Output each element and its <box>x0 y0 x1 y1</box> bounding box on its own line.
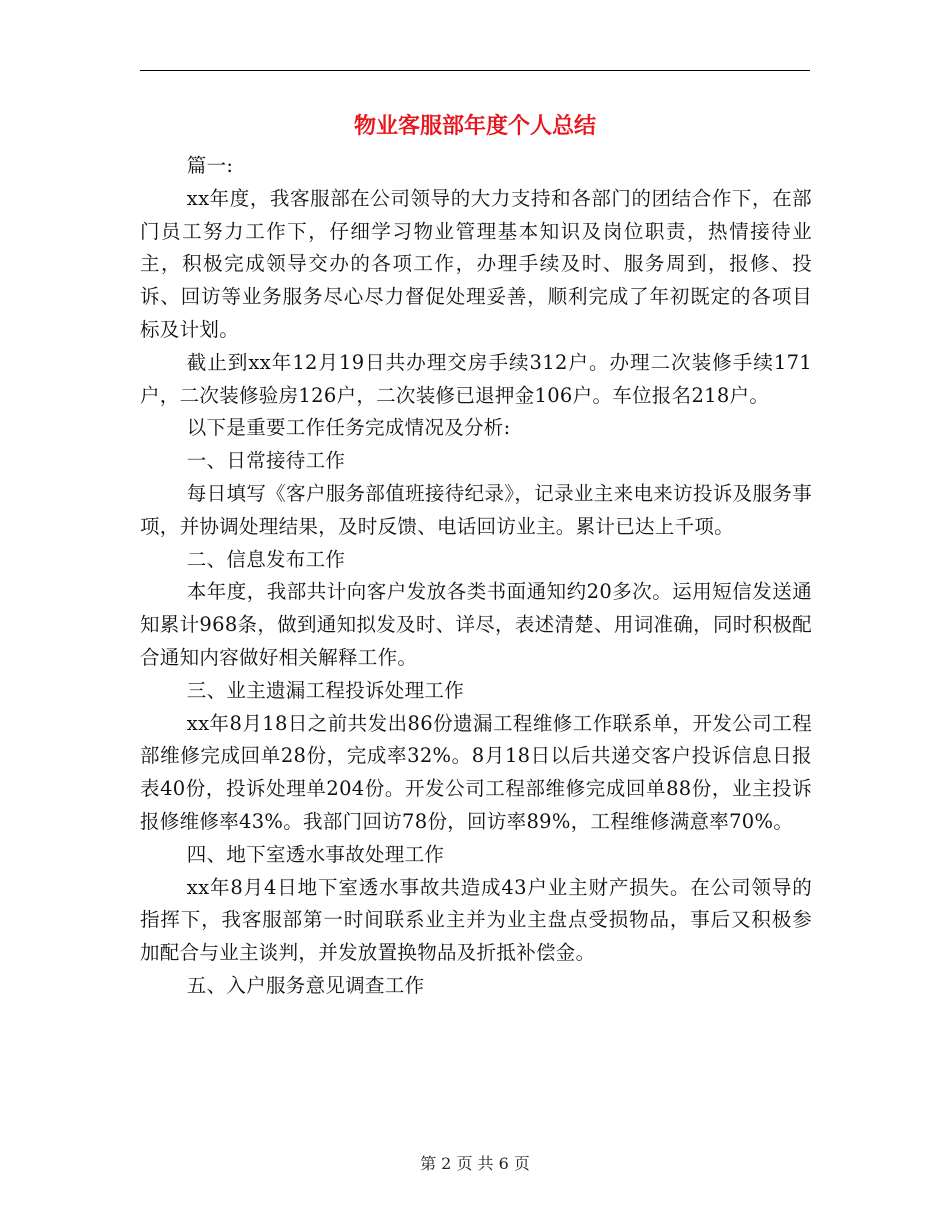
heading-basement-flooding: 四、地下室透水事故处理工作 <box>186 842 445 866</box>
paragraph-intro: xx年度，我客服部在公司领导的大力支持和各部门的团结合作下，在部门员工努力工作下，仔细学习物业管理基本知识及岗位职责，热情接待业主，积极完成领导交办的各项工作，办理手续及时、服务周到，报修、投诉、回访等业务服务尽心尽力督促处理妥善，顺利完成了年初既定的各项目标及计划。 <box>140 186 812 341</box>
paragraph-information-release: 本年度，我部共计向客户发放各类书面通知约20多次。运用短信发送通知累计968条，做到通知拟发及时、详尽，表述清楚、用词准确，同时积极配合通知内容做好相关解释工作。 <box>140 580 812 669</box>
heading-information-release: 二、信息发布工作 <box>186 547 346 571</box>
document-title: 物业客服部年度个人总结 <box>353 113 596 139</box>
paragraph-statistics: 截止到xx年12月19日共办理交房手续312户。办理二次装修手续171户，二次装修验房126户，二次装修已退押金106户。车位报名218户。 <box>140 350 812 407</box>
page-footer: 第 2 页 共 6 页 <box>420 1154 530 1173</box>
document-body <box>140 150 812 1003</box>
paragraph-complaint-handling: xx年8月18日之前共发出86份遗漏工程维修工作联系单，开发公司工程部维修完成回单28份，完成率32%。8月18日以后共递交客户投诉信息日报表40份，投诉处理单204份。开发公司工程部维修完成回单88份，业主投诉报修维修率43%。我部门回访78份，回访率89%，工程维修满意率70%。 <box>140 711 812 833</box>
header-rule <box>140 70 810 71</box>
paragraph-basement-flooding: xx年8月4日地下室透水事故共造成43户业主财产损失。在公司领导的指挥下，我客服部第一时间联系业主并为业主盘点受损物品，事后又积极参加配合与业主谈判，并发放置换物品及折抵补偿金。 <box>140 875 812 965</box>
heading-service-survey: 五、入户服务意见调查工作 <box>186 973 425 997</box>
paragraph-section-label: 篇一: <box>186 154 234 177</box>
paragraph-analysis-lead: 以下是重要工作任务完成情况及分析: <box>186 416 511 440</box>
paragraph-daily-reception: 每日填写《客户服务部值班接待纪录》，记录业主来电来访投诉及服务事项，并协调处理结果，及时反馈、电话回访业主。累计已达上千项。 <box>140 481 812 538</box>
heading-daily-reception: 一、日常接待工作 <box>186 449 346 473</box>
heading-complaint-handling: 三、业主遗漏工程投诉处理工作 <box>186 678 464 702</box>
